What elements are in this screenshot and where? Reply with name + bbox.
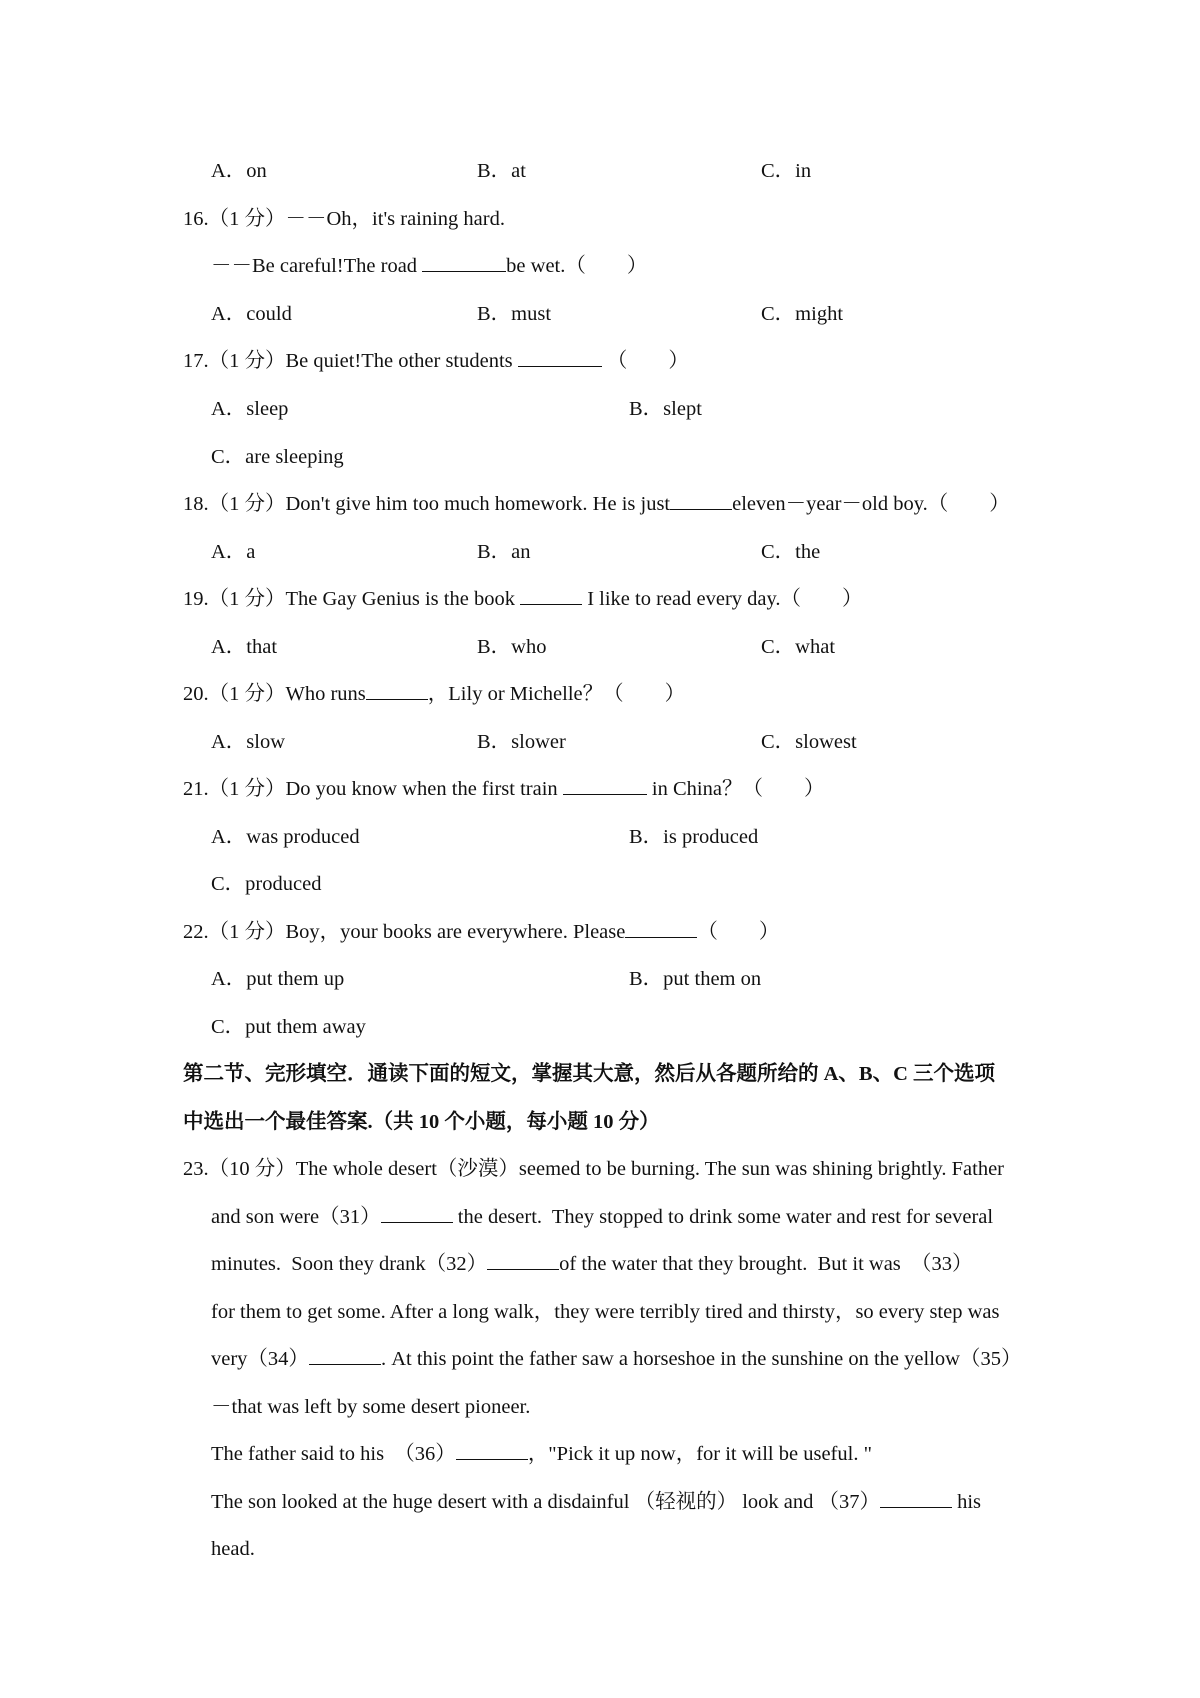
q19-options <box>0 627 1200 667</box>
q22-stem: 22.（1 分）Boy，your books are everywhere. Please （ ） <box>0 912 1200 952</box>
q15-option-c: C．in <box>761 160 812 182</box>
q23-line2: and son were（31） the desert. They stopped to drink some water and rest for several <box>0 1197 1200 1237</box>
q18-option-a: A．a <box>211 541 256 563</box>
section2-heading-line2: 中选出一个最佳答案.（共 10 个小题，每小题 10 分） <box>183 1111 660 1133</box>
q21-option-c: C．produced <box>211 873 322 895</box>
q23-line6: －that was left by some desert pioneer. <box>211 1396 531 1418</box>
q16-option-a: A．could <box>211 303 292 325</box>
section2-heading-line1: 第二节、完形填空．通读下面的短文，掌握其大意，然后从各题所给的 A、B、C 三个选项 <box>183 1063 996 1085</box>
q18-options <box>0 532 1200 572</box>
q22-options-row2 <box>0 1007 1200 1047</box>
q18-option-b: B．an <box>477 541 531 563</box>
q21-options-row1 <box>0 817 1200 857</box>
q20-option-b: B．slower <box>477 731 566 753</box>
q16-stem: 16.（1 分）－－Oh，it's raining hard. <box>183 208 505 230</box>
q17-options-row1 <box>0 389 1200 429</box>
answer-blank <box>422 247 506 272</box>
q20-options <box>0 722 1200 762</box>
answer-blank <box>366 675 428 700</box>
q23-line4: for them to get some. After a long walk，they were terribly tired and thirsty，so every step was <box>211 1301 1000 1323</box>
q23-line8: The son looked at the huge desert with a disdainful （轻视的） look and （37） his <box>0 1482 1200 1522</box>
q17-option-b: B．slept <box>629 398 702 420</box>
q22-options-row1 <box>0 959 1200 999</box>
answer-blank <box>563 770 647 795</box>
q19-option-b: B．who <box>477 636 547 658</box>
q18-option-c: C．the <box>761 541 821 563</box>
answer-blank-36 <box>456 1435 528 1460</box>
q23-line9: head. <box>211 1538 255 1560</box>
q21-stem: 21.（1 分）Do you know when the first train in China？（ ） <box>0 769 1200 809</box>
q15-options <box>0 151 1200 191</box>
answer-blank-37 <box>880 1483 952 1508</box>
q19-stem: 19.（1 分）The Gay Genius is the book I like to read every day.（ ） <box>0 579 1200 619</box>
q16-option-c: C．might <box>761 303 844 325</box>
q21-option-b: B．is produced <box>629 826 759 848</box>
q17-stem: 17.（1 分）Be quiet!The other students （ ） <box>0 341 1200 381</box>
q23-line7: The father said to his （36） ，"Pick it up now，for it will be useful. " <box>0 1434 1200 1474</box>
q16-option-b: B．must <box>477 303 552 325</box>
answer-blank-34 <box>309 1340 381 1365</box>
q23-line5: very（34） . At this point the father saw a horseshoe in the sunshine on the yellow（35） <box>0 1339 1200 1379</box>
q22-option-c: C．put them away <box>211 1016 366 1038</box>
q20-option-c: C．slowest <box>761 731 857 753</box>
q17-option-a: A．sleep <box>211 398 289 420</box>
q15-option-b: B．at <box>477 160 526 182</box>
q23-line1: 23.（10 分）The whole desert（沙漠）seemed to be burning. The sun was shining brightly. Father <box>183 1158 1005 1180</box>
q17-option-c: C．are sleeping <box>211 446 344 468</box>
q16-options <box>0 294 1200 334</box>
q16-stem-line2: －－Be careful!The road be wet.（ ） <box>0 246 1200 286</box>
q19-option-a: A．that <box>211 636 278 658</box>
q21-option-a: A．was produced <box>211 826 360 848</box>
q23-line3: minutes. Soon they drank（32） of the water that they brought. But it was （33） <box>0 1244 1200 1284</box>
q19-option-c: C．what <box>761 636 836 658</box>
q15-option-a: A．on <box>211 160 267 182</box>
answer-blank <box>625 913 697 938</box>
q20-option-a: A．slow <box>211 731 286 753</box>
q22-option-a: A．put them up <box>211 968 345 990</box>
q22-option-b: B．put them on <box>629 968 762 990</box>
answer-blank <box>520 580 582 605</box>
answer-blank-31 <box>381 1198 453 1223</box>
answer-blank <box>670 485 732 510</box>
q20-stem: 20.（1 分）Who runs ，Lily or Michelle？（ ） <box>0 674 1200 714</box>
q18-stem: 18.（1 分）Don't give him too much homework. He is just eleven－year－old boy.（ ） <box>0 484 1200 524</box>
q17-options-row2 <box>0 437 1200 477</box>
answer-blank <box>518 342 602 367</box>
q21-options-row2 <box>0 864 1200 904</box>
answer-blank-32 <box>487 1245 559 1270</box>
